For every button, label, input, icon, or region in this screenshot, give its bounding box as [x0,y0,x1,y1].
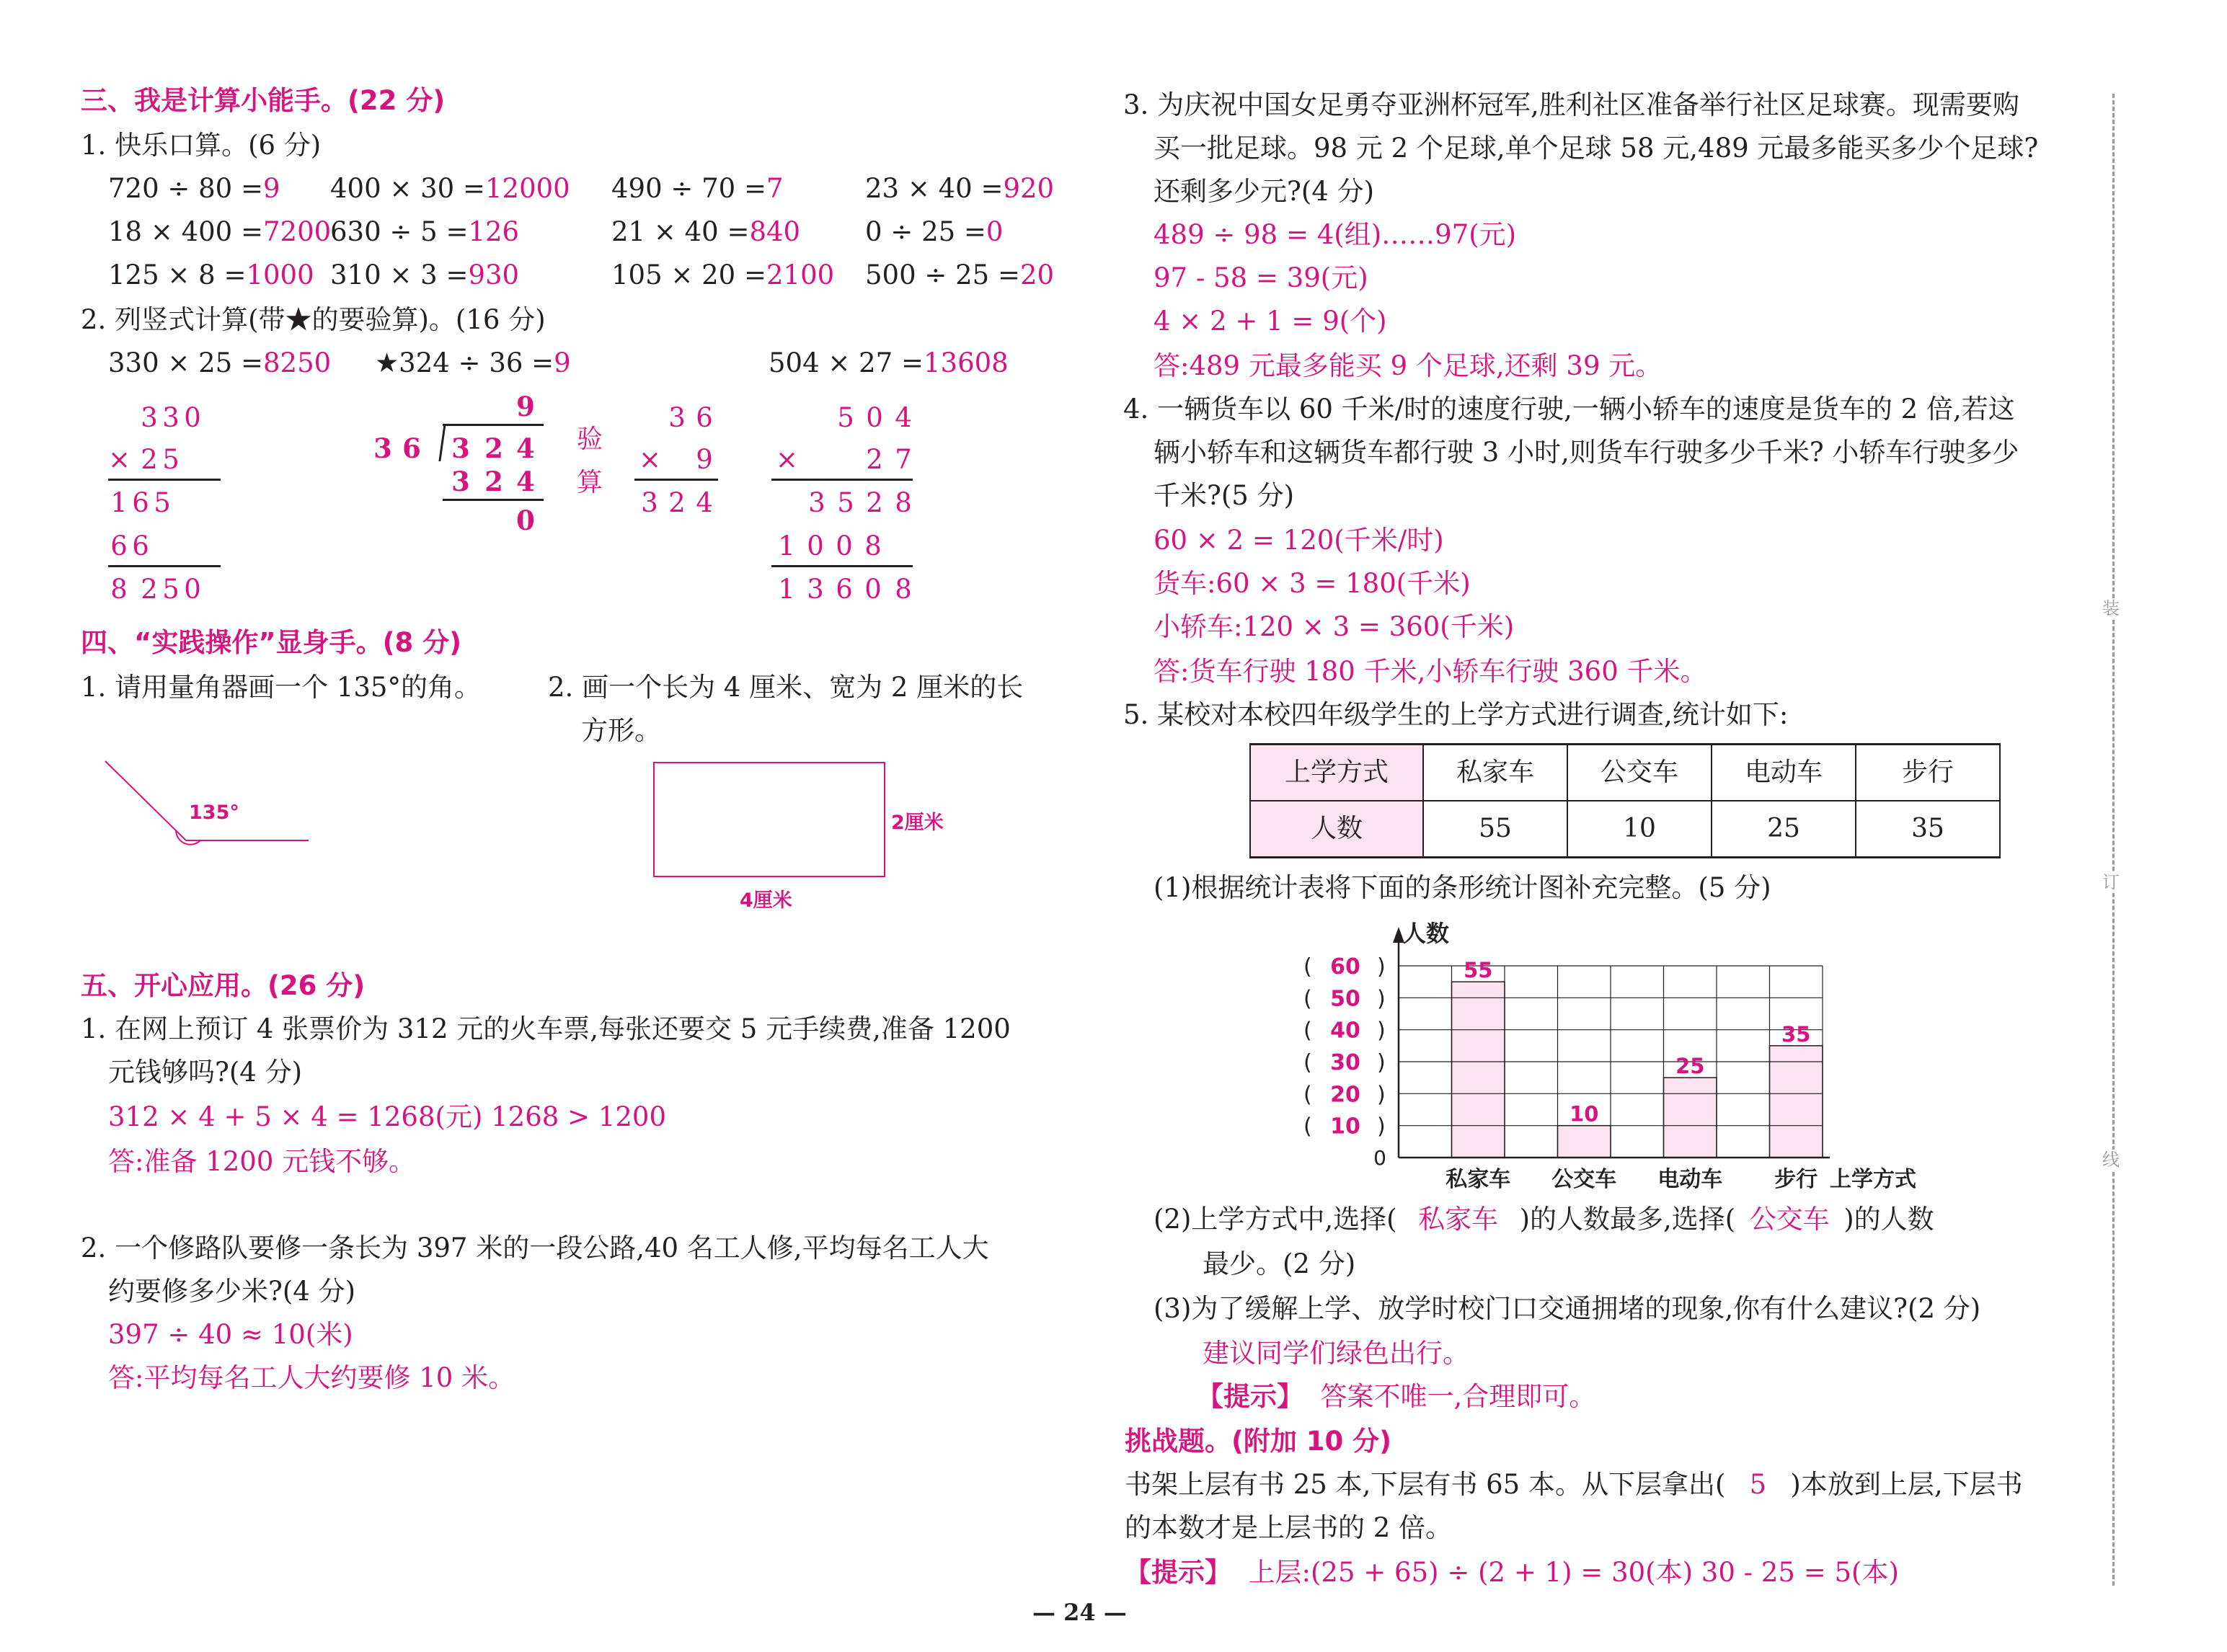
y-tick-label: 60 [1330,954,1360,980]
binding-char: 线 [2102,1150,2120,1170]
q3-text-line3: 还剩多少元?(4 分) [1154,176,1375,207]
q4-text-line3: 千米?(5 分) [1154,480,1295,511]
q4-work-2: 货车:60 × 3 = 180(千米) [1154,568,1471,599]
x-axis-title: 上学方式 [1830,1167,1916,1192]
tick-paren: ) [1377,1050,1386,1075]
q1-text-line2: 元钱够吗?(4 分) [108,1057,303,1088]
q4-text-line2: 辆小轿车和这辆货车都行驶 3 小时,则货车行驶多少千米? 小轿车行驶多少 [1154,437,2019,468]
table-cell: 55 [1423,801,1567,858]
tick-paren: ) [1377,986,1386,1012]
oral-item: 125 × 8 =1000 [108,259,314,290]
tick-paren: ( [1303,954,1312,980]
q5-sub3-answer: 建议同学们绿色出行。 [1203,1338,1469,1369]
oral-item: 105 × 20 =2100 [611,259,835,290]
table-row [1250,745,2000,801]
table-header-cell: 公交车 [1567,745,1712,801]
oral-item: 21 × 40 =840 [611,216,801,247]
section3-title: 三、我是计算小能手。(22 分) [81,85,446,116]
q4-work-3: 小轿车:120 × 3 = 360(千米) [1154,611,1515,642]
tick-paren: ( [1303,986,1312,1012]
binding-cut-line [2112,94,2115,1586]
y-tick-label: 30 [1330,1050,1360,1075]
q5-sub3: (3)为了缓解上学、放学时校门口交通拥堵的现象,你有什么建议?(2 分) [1154,1293,1981,1324]
oral-item: 310 × 3 =930 [330,259,520,290]
bar-公交车 [1558,1126,1611,1158]
table-header-cell: 上学方式 [1250,745,1423,801]
vertical-problem-3: 504 × 27 =13608 [769,347,1009,378]
bar-私家车 [1452,982,1505,1158]
bar-chart [1290,908,1954,1204]
tick-paren: ( [1303,1018,1312,1044]
q1-work: 312 × 4 + 5 × 4 = 1268(元) 1268 > 1200 [108,1101,666,1132]
q3-work-1: 489 ÷ 98 = 4(组)……97(元) [1154,219,1517,250]
tick-paren: ) [1377,1082,1386,1108]
challenge-answer: 5 [1749,1469,1767,1500]
binding-char: 订 [2102,872,2120,892]
x-tick-label: 电动车 [1657,1167,1723,1192]
angle-question: 1. 请用量角器画一个 135°的角。 [81,672,481,703]
tick-paren: ) [1377,954,1386,980]
q2-work: 397 ÷ 40 ≈ 10(米) [108,1319,353,1350]
table-header-cell: 私家车 [1423,745,1567,801]
q3-answer: 答:489 元最多能买 9 个足球,还剩 39 元。 [1154,350,1662,381]
q3-work-2: 97 - 58 = 39(元) [1154,262,1368,293]
bar-步行 [1770,1046,1823,1158]
y-tick-label: 10 [1330,1114,1360,1140]
tick-paren: ) [1377,1114,1386,1140]
tick-paren: ( [1303,1082,1312,1108]
q5-sub1: (1)根据统计表将下面的条形统计图补充完整。(5 分) [1154,872,1771,903]
q4-work-1: 60 × 2 = 120(千米/时) [1154,525,1444,556]
oral-item: 630 ÷ 5 =126 [330,216,520,247]
table-row [1250,801,2000,858]
tick-paren: ) [1377,1018,1386,1044]
answer-most: 私家车 [1418,1204,1499,1235]
y-tick-label: 50 [1330,986,1360,1012]
q5-intro: 5. 某校对本校四年级学生的上学方式进行调查,统计如下: [1123,699,1789,730]
tick-paren: ( [1303,1050,1312,1075]
q2-answer: 答:平均每名工人大约要修 10 米。 [108,1362,515,1393]
q5-sub2-line2: 最少。(2 分) [1203,1248,1356,1279]
oral-item: 720 ÷ 80 =9 [108,173,280,204]
bar-value-label: 35 [1781,1021,1811,1047]
x-tick-label: 私家车 [1445,1167,1511,1192]
angle-label: 135° [189,801,239,824]
q4-text-line1: 4. 一辆货车以 60 千米/时的速度行驶,一辆小轿车的速度是货车的 2 倍,若这 [1123,394,2015,425]
bar-value-label: 25 [1675,1054,1705,1079]
bar-value-label: 10 [1569,1101,1599,1127]
q1-answer: 答:准备 1200 元钱不够。 [108,1146,416,1177]
bar-value-label: 55 [1464,958,1493,983]
challenge-title: 挑战题。(附加 10 分) [1125,1426,1392,1457]
y-tick-label: 20 [1330,1082,1360,1108]
tick-paren: ( [1303,1114,1312,1140]
x-tick-label: 步行 [1774,1167,1818,1192]
oral-item: 23 × 40 =920 [865,173,1055,204]
oral-item: 18 × 400 =7200 [108,216,332,247]
rectangle-drawing [653,762,885,877]
q5-hint: 【提示】 答案不唯一,合理即可。 [1197,1381,1596,1412]
answer-least: 公交车 [1749,1204,1830,1235]
oral-item: 490 ÷ 70 =7 [611,173,784,204]
table-cell: 10 [1567,801,1712,858]
binding-char: 装 [2102,598,2120,618]
table-header-cell: 步行 [1856,745,2000,801]
table-header-cell: 电动车 [1712,745,1856,801]
challenge-line1: 书架上层有书 25 本,下层有书 65 本。从下层拿出( 5 )本放到上层,下层书 [1125,1469,2023,1500]
table-cell: 25 [1712,801,1856,858]
oral-item: 400 × 30 =12000 [330,173,570,204]
vertical-calc-label: 2. 列竖式计算(带★的要验算)。(16 分) [81,304,546,335]
bar-电动车 [1664,1078,1717,1158]
y-tick-zero: 0 [1373,1146,1386,1170]
check-label-2: 算 [577,468,603,497]
table-row-label: 人数 [1250,801,1423,858]
q3-text-line2: 买一批足球。98 元 2 个足球,单个足球 58 元,489 元最多能买多少个足球? [1154,133,2039,164]
x-tick-label: 公交车 [1551,1167,1617,1192]
y-tick-label: 40 [1330,1018,1360,1044]
check-label-1: 验 [577,425,603,454]
q2-text-line1: 2. 一个修路队要修一条长为 397 米的一段公路,40 名工人修,平均每名工人大 [81,1233,989,1264]
section5-title: 五、开心应用。(26 分) [81,970,366,1001]
rectangle-height-label: 2厘米 [891,812,944,834]
section4-title: 四、“实践操作”显身手。(8 分) [81,627,462,658]
vertical-problem-2: ★324 ÷ 36 =9 [375,347,571,378]
vertical-problem-1: 330 × 25 =8250 [108,347,332,378]
challenge-hint: 【提示】 上层:(25 + 65) ÷ (2 + 1) = 30(本) 30 - 25 = 5(本) [1125,1557,1899,1588]
q3-text-line1: 3. 为庆祝中国女足勇夺亚洲杯冠军,胜利社区准备举行社区足球赛。现需要购 [1123,89,2019,120]
oral-item: 500 ÷ 25 =20 [865,259,1055,290]
angle-drawing [101,750,317,851]
page-number: — 24 — [1032,1599,1127,1626]
rectangle-question-line1: 2. 画一个长为 4 厘米、宽为 2 厘米的长 [548,672,1024,703]
q4-answer: 答:货车行驶 180 千米,小轿车行驶 360 千米。 [1154,656,1707,687]
rectangle-question-line2: 方形。 [581,715,661,746]
oral-calc-label: 1. 快乐口算。(6 分) [81,130,322,161]
table-cell: 35 [1856,801,2000,858]
q1-text-line1: 1. 在网上预订 4 张票价为 312 元的火车票,每张还要交 5 元手续费,准备 1200 [81,1013,1011,1044]
oral-item: 0 ÷ 25 =0 [865,216,1004,247]
survey-table [1249,743,2001,858]
challenge-line2: 的本数才是上层书的 2 倍。 [1125,1512,1453,1543]
q3-work-3: 4 × 2 + 1 = 9(个) [1154,306,1387,337]
q2-text-line2: 约要修多少米?(4 分) [108,1276,356,1307]
rectangle-width-label: 4厘米 [740,889,792,912]
y-axis-title: 人数 [1403,920,1450,947]
q5-sub2-line1: (2)上学方式中,选择( 私家车 )的人数最多,选择( 公交车 )的人数 [1154,1204,1934,1235]
